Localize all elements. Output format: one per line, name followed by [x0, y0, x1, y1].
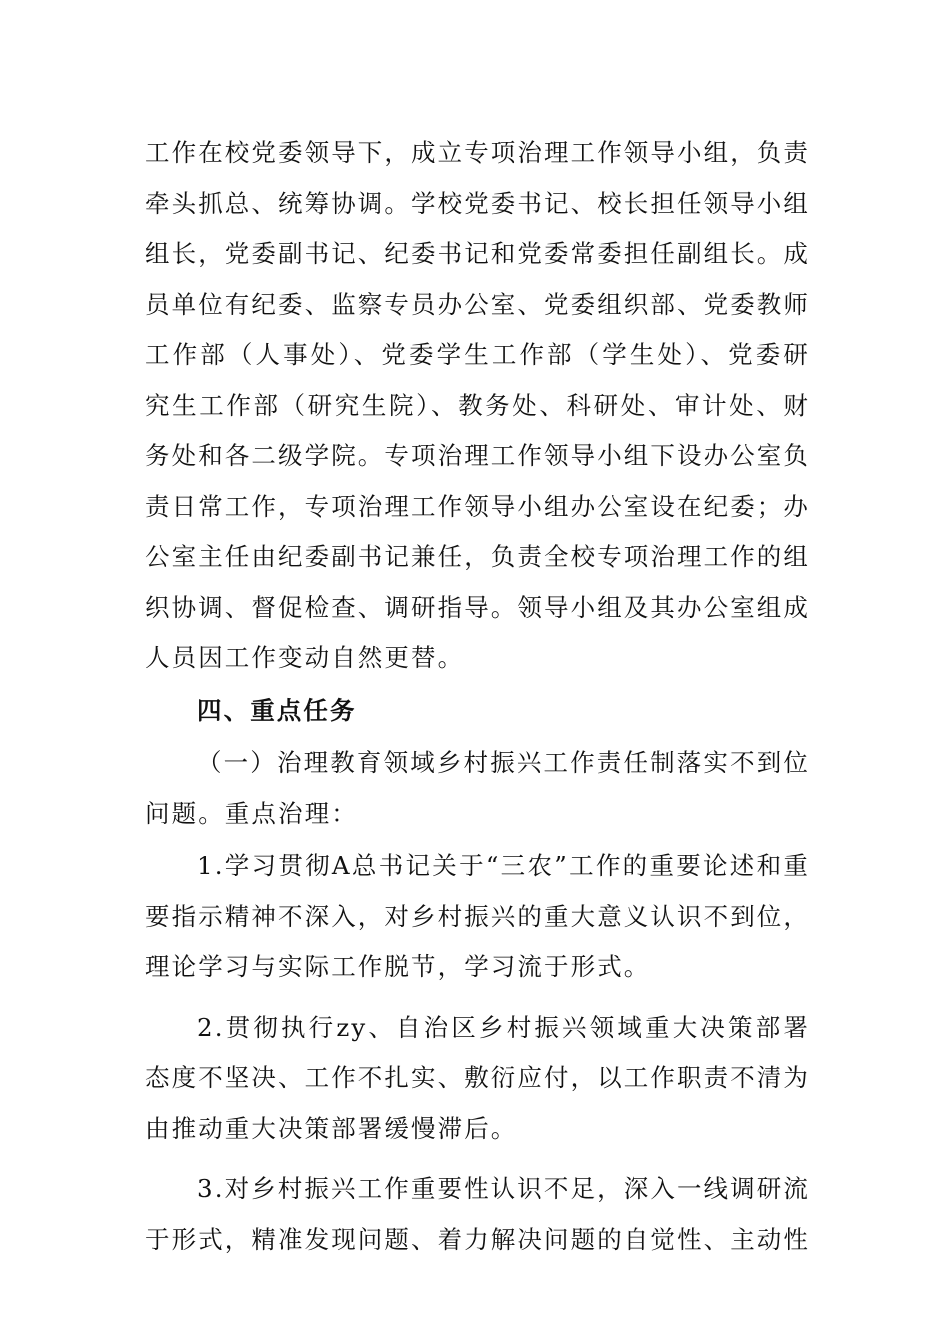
- list-item-3: 3.对乡村振兴工作重要性认识不足，深入一线调研流于形式，精准发现问题、着力解决问题的自觉性、主动性: [145, 1174, 810, 1254]
- section-heading-key-tasks: 四、重点任务: [197, 695, 357, 725]
- list-item-2: 2.贯彻执行zy、自治区乡村振兴领域重大决策部署态度不坚决、工作不扎实、敷衍应付，以工作职责不清为由推动重大决策部署缓慢滞后。: [145, 1012, 810, 1143]
- paragraph-leadership-group: 工作在校党委领导下，成立专项治理工作领导小组，负责牵头抓总、统筹协调。学校党委书记、校长担任领导小组组长，党委副书记、纪委书记和党委常委担任副组长。成员单位有纪委、监察专员办公室、党委组织部、党委教师工作部（人事处）、党委学生工作部（学生处）、党委研究生工作部（研究生院）、教务处、科研处、审计处、财务处和各二级学院。专项治理工作领导小组下设办公室负责日常工作，专项治理工作领导小组办公室设在纪委；办公室主任由纪委副书记兼任，负责全校专项治理工作的组织协调、督促检查、调研指导。领导小组及其办公室组成人员因工作变动自然更替。: [145, 138, 810, 672]
- document-page: [145, 128, 810, 1265]
- list-item-1: 1.学习贯彻A总书记关于“三农”工作的重要论述和重要指示精神不深入，对乡村振兴的重大意义认识不到位，理论学习与实际工作脱节，学习流于形式。: [145, 851, 810, 981]
- section-1-intro: （一）治理教育领域乡村振兴工作责任制落实不到位问题。重点治理：: [145, 748, 810, 828]
